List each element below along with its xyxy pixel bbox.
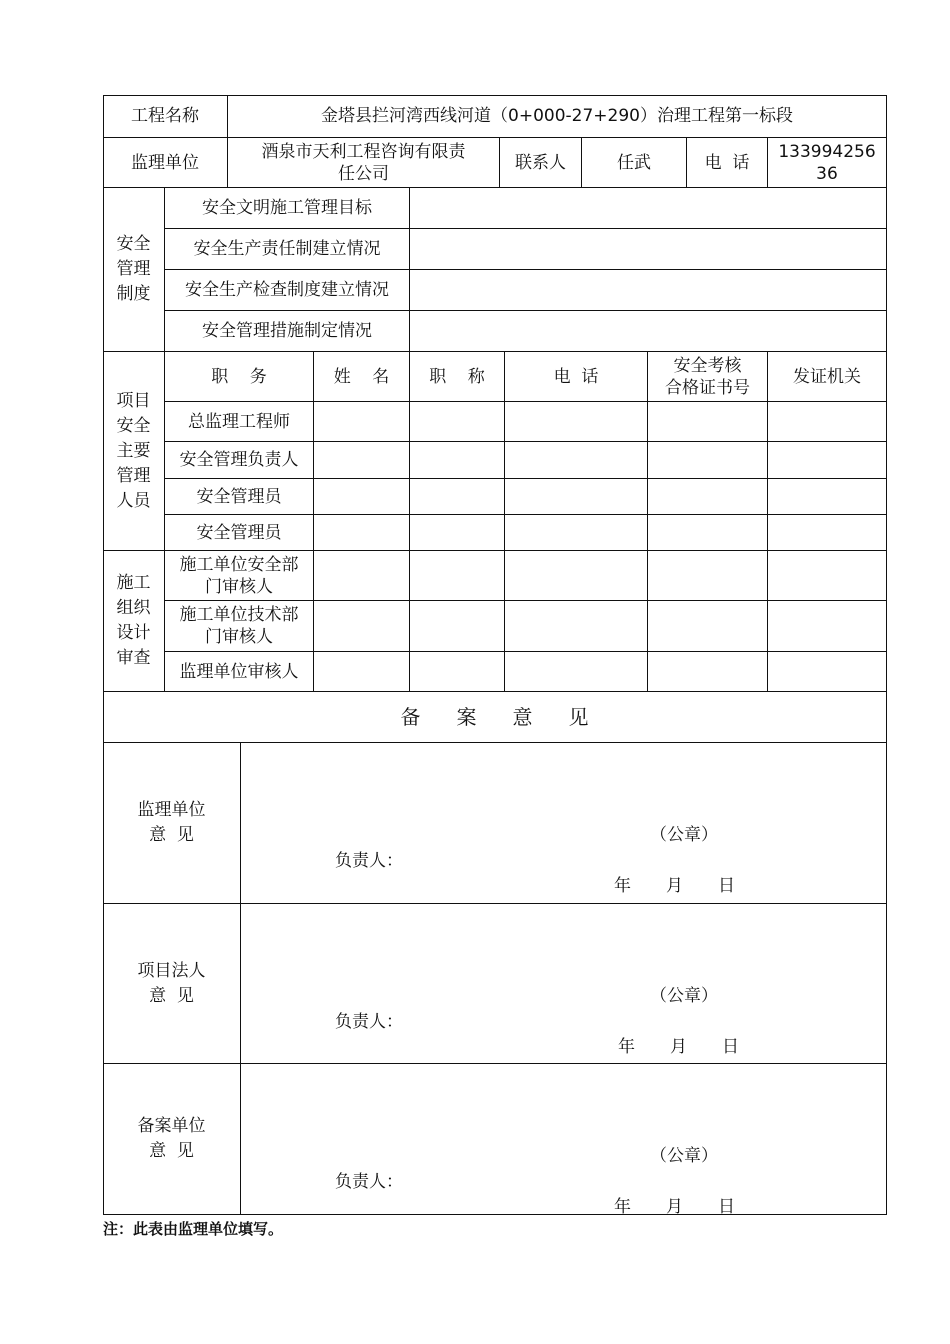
date-year-label: 年 [614, 1197, 631, 1217]
design-review-cell[interactable] [410, 652, 505, 692]
design-review-role-cell [165, 601, 314, 652]
personnel-issuer-cell[interactable] [768, 515, 887, 551]
personnel-duty-cell: 安全管理负责人 [165, 442, 314, 479]
personnel-name-cell[interactable] [314, 515, 410, 551]
signer-label: 负责人： [335, 1172, 403, 1192]
phone-label: 电 话 [687, 138, 768, 188]
date-day-label: 日 [722, 1037, 739, 1057]
opinion-label-filing-unit [103, 1064, 241, 1215]
safety-row-value[interactable] [410, 311, 887, 352]
date-year-label: 年 [618, 1037, 635, 1057]
personnel-title-cell[interactable] [410, 479, 505, 515]
design-review-cell[interactable] [314, 551, 410, 601]
phone-value-line2: 36 [816, 163, 838, 184]
personnel-group-line2: 安全 [116, 415, 151, 436]
design-review-cell[interactable] [410, 551, 505, 601]
supervisor-value-line1: 酒泉市天利工程咨询有限责 [261, 141, 466, 162]
personnel-group-line4: 管理 [116, 465, 151, 486]
personnel-issuer-cell[interactable] [768, 442, 887, 479]
design-group-line2: 组织 [116, 598, 151, 618]
footnote: 注：此表由监理单位填写。 [103, 1220, 284, 1238]
supervisor-label: 监理单位 [103, 138, 228, 188]
contact-label: 联系人 [500, 138, 582, 188]
contact-value: 任武 [582, 138, 687, 188]
design-review-cell[interactable] [768, 652, 887, 692]
design-review-cell[interactable] [314, 601, 410, 652]
opinion-title-char: 意 [512, 705, 533, 729]
column-header-certificate-line2: 合格证书号 [665, 377, 750, 398]
opinion-label-line2: 意 见 [149, 1141, 194, 1161]
design-review-cell[interactable] [768, 601, 887, 652]
personnel-name-cell[interactable] [314, 442, 410, 479]
personnel-duty-cell: 安全管理员 [165, 479, 314, 515]
seal-label: （公章） [650, 825, 718, 845]
supervisor-value-line2: 任公司 [338, 163, 389, 184]
personnel-phone-cell[interactable] [505, 442, 648, 479]
personnel-phone-cell[interactable] [505, 479, 648, 515]
column-header-duty: 职 务 [165, 352, 314, 402]
design-review-cell[interactable] [648, 601, 768, 652]
personnel-name-cell[interactable] [314, 479, 410, 515]
opinion-label-line1: 项目法人 [137, 960, 206, 981]
safety-row-label: 安全生产责任制建立情况 [165, 229, 410, 270]
seal-label: （公章） [650, 986, 718, 1006]
design-role-line1: 施工单位安全部 [179, 554, 299, 575]
opinion-label-line1: 备案单位 [137, 1116, 206, 1136]
design-role-line1: 施工单位技术部 [179, 605, 299, 625]
date-day-label: 日 [718, 876, 735, 896]
design-role-line2: 门审核人 [205, 627, 273, 647]
opinion-content-filing-unit[interactable] [241, 1064, 887, 1215]
design-review-cell[interactable] [505, 551, 648, 601]
date-month-label: 月 [670, 1037, 687, 1057]
design-review-role-cell: 监理单位审核人 [165, 652, 314, 692]
column-header-phone: 电 话 [505, 352, 648, 402]
date-day-label: 日 [718, 1197, 735, 1217]
column-header-name: 姓 名 [314, 352, 410, 402]
personnel-title-cell[interactable] [410, 442, 505, 479]
safety-row-label: 安全管理措施制定情况 [165, 311, 410, 352]
personnel-title-cell[interactable] [410, 402, 505, 442]
opinion-title-char: 见 [568, 705, 589, 729]
design-group-line3: 设计 [116, 623, 151, 643]
project-name-label: 工程名称 [103, 95, 228, 138]
personnel-cert-cell[interactable] [648, 402, 768, 442]
personnel-issuer-cell[interactable] [768, 402, 887, 442]
safety-row-label: 安全文明施工管理目标 [165, 188, 410, 229]
opinion-label-supervisor [103, 743, 241, 904]
design-review-cell[interactable] [648, 551, 768, 601]
design-review-cell[interactable] [505, 601, 648, 652]
opinion-label-line2: 意 见 [149, 825, 194, 845]
safety-row-value[interactable] [410, 229, 887, 270]
column-header-issuer: 发证机关 [768, 352, 887, 402]
column-header-certificate-line1: 安全考核 [673, 355, 742, 376]
personnel-group-line5: 人员 [116, 490, 151, 511]
opinion-title-char: 备 [400, 705, 421, 729]
safety-row-label: 安全生产检查制度建立情况 [165, 270, 410, 311]
personnel-cert-cell[interactable] [648, 479, 768, 515]
safety-group-line1: 安全 [116, 234, 151, 254]
design-review-cell[interactable] [410, 601, 505, 652]
design-review-role-cell [165, 551, 314, 601]
opinion-title-char: 案 [456, 705, 477, 729]
opinion-content-supervisor[interactable] [241, 743, 887, 904]
opinion-label-line1: 监理单位 [137, 800, 206, 820]
design-group-line1: 施工 [116, 573, 151, 593]
personnel-group-line1: 项目 [116, 390, 151, 411]
design-role-line2: 门审核人 [205, 576, 273, 597]
safety-system-group-label [103, 188, 165, 352]
design-review-cell[interactable] [648, 652, 768, 692]
personnel-group-label [103, 352, 165, 551]
signer-label: 负责人： [335, 1012, 403, 1032]
personnel-cert-cell[interactable] [648, 442, 768, 479]
design-review-group-label [103, 551, 165, 692]
phone-value-line1: 133994256 [778, 141, 876, 162]
opinion-section-title [103, 692, 887, 743]
opinion-label-project-owner [103, 904, 241, 1064]
personnel-cert-cell[interactable] [648, 515, 768, 551]
seal-label: （公章） [650, 1146, 718, 1166]
safety-group-line3: 制度 [116, 284, 151, 304]
date-year-label: 年 [614, 876, 631, 896]
phone-value [768, 138, 887, 188]
personnel-issuer-cell[interactable] [768, 479, 887, 515]
personnel-title-cell[interactable] [410, 515, 505, 551]
personnel-duty-cell: 总监理工程师 [165, 402, 314, 442]
personnel-phone-cell[interactable] [505, 515, 648, 551]
supervisor-value [228, 138, 500, 188]
date-month-label: 月 [666, 876, 683, 896]
column-header-certificate [648, 352, 768, 402]
safety-row-value[interactable] [410, 188, 887, 229]
design-review-cell[interactable] [768, 551, 887, 601]
design-review-cell[interactable] [314, 652, 410, 692]
design-review-cell[interactable] [505, 652, 648, 692]
safety-row-value[interactable] [410, 270, 887, 311]
signer-label: 负责人： [335, 851, 403, 871]
column-header-title: 职 称 [410, 352, 505, 402]
personnel-group-line3: 主要 [116, 440, 151, 461]
opinion-content-project-owner[interactable] [241, 904, 887, 1064]
personnel-duty-cell: 安全管理员 [165, 515, 314, 551]
date-month-label: 月 [666, 1197, 683, 1217]
personnel-name-cell[interactable] [314, 402, 410, 442]
project-name-value: 金塔县拦河湾西线河道（0+000-27+290）治理工程第一标段 [228, 95, 887, 138]
opinion-label-line2: 意 见 [149, 985, 194, 1006]
personnel-phone-cell[interactable] [505, 402, 648, 442]
design-group-line4: 审查 [116, 648, 151, 668]
safety-group-line2: 管理 [116, 259, 151, 279]
